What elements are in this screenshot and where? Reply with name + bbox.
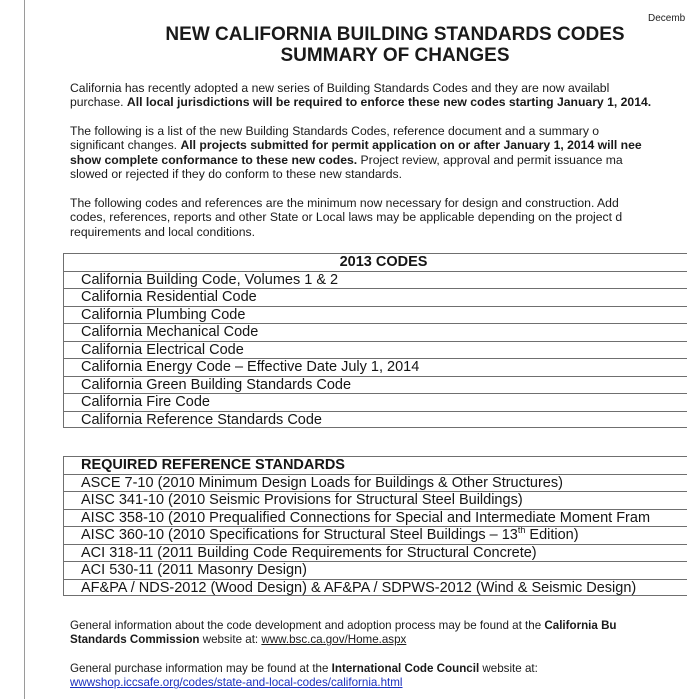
document-date: Decemb xyxy=(648,13,686,24)
page-margin-line xyxy=(24,0,25,699)
table-row: ACI 318-11 (2011 Building Code Requirements for Structural Concrete) xyxy=(63,544,687,562)
table-row: ACI 530-11 (2011 Masonry Design) xyxy=(63,561,687,579)
codes-table xyxy=(63,253,687,428)
table-row: California Building Code, Volumes 1 & 2 xyxy=(63,271,687,289)
table-row: AISC 358-10 (2010 Prequalified Connections for Special and Intermediate Moment Fram xyxy=(63,509,687,527)
table-row: California Electrical Code xyxy=(63,341,687,359)
intro-paragraph-3: The following codes and references are the minimum now necessary for design and construction. Add codes, references, reports and other State or Local laws may be applicable depending on the project d requirements and local conditions. xyxy=(70,196,623,239)
table-row: AISC 341-10 (2010 Seismic Provisions for Structural Steel Buildings) xyxy=(63,491,687,509)
standards-table-header: REQUIRED REFERENCE STANDARDS xyxy=(63,456,687,474)
intro-paragraph-2: The following is a list of the new Building Standards Codes, reference document and a summary o significant changes. All projects submitted for permit application on or after January 1, 2014 will nee show complete conformance to these new codes. Project review, approval and permit issuance ma slowed or rejected if they do conform to these new standards. xyxy=(70,124,642,182)
footer-paragraph-2: General purchase information may be found at the International Code Council website at: wwwshop.iccsafe.org/codes/state-and-local-codes/california.html xyxy=(70,662,538,690)
intro-paragraph-1: California has recently adopted a new series of Building Standards Codes and they are now availabl purchase. All local jurisdictions will be required to enforce these new codes starting January 1, 2014. xyxy=(70,81,652,110)
footer-paragraph-1: General information about the code development and adoption process may be found at the California Bu Standards Commission website at: www.bsc.ca.gov/Home.aspx xyxy=(70,619,617,647)
reference-standards-table xyxy=(63,456,687,596)
table-row: California Energy Code – Effective Date July 1, 2014 xyxy=(63,358,687,376)
table-row: California Green Building Standards Code xyxy=(63,376,687,394)
icc-website-link[interactable]: wwwshop.iccsafe.org/codes/state-and-local-codes/california.html xyxy=(70,676,403,690)
table-row: AISC 360-10 (2010 Specifications for Structural Steel Buildings – 13th Edition) xyxy=(63,526,687,544)
table-row: ASCE 7-10 (2010 Minimum Design Loads for Buildings & Other Structures) xyxy=(63,474,687,492)
table-row: California Reference Standards Code xyxy=(63,411,687,429)
table-row: California Mechanical Code xyxy=(63,323,687,341)
bsc-website-link[interactable]: www.bsc.ca.gov/Home.aspx xyxy=(261,633,407,647)
title-line-2: SUMMARY OF CHANGES xyxy=(280,45,510,66)
codes-table-header: 2013 CODES xyxy=(63,253,687,271)
table-row: AF&PA / NDS-2012 (Wood Design) & AF&PA / SDPWS-2012 (Wind & Seismic Design) xyxy=(63,579,687,597)
page-title xyxy=(70,24,687,66)
table-row: California Plumbing Code xyxy=(63,306,687,324)
table-row: California Fire Code xyxy=(63,393,687,411)
title-line-1: NEW CALIFORNIA BUILDING STANDARDS CODES xyxy=(165,24,625,45)
table-row: California Residential Code xyxy=(63,288,687,306)
